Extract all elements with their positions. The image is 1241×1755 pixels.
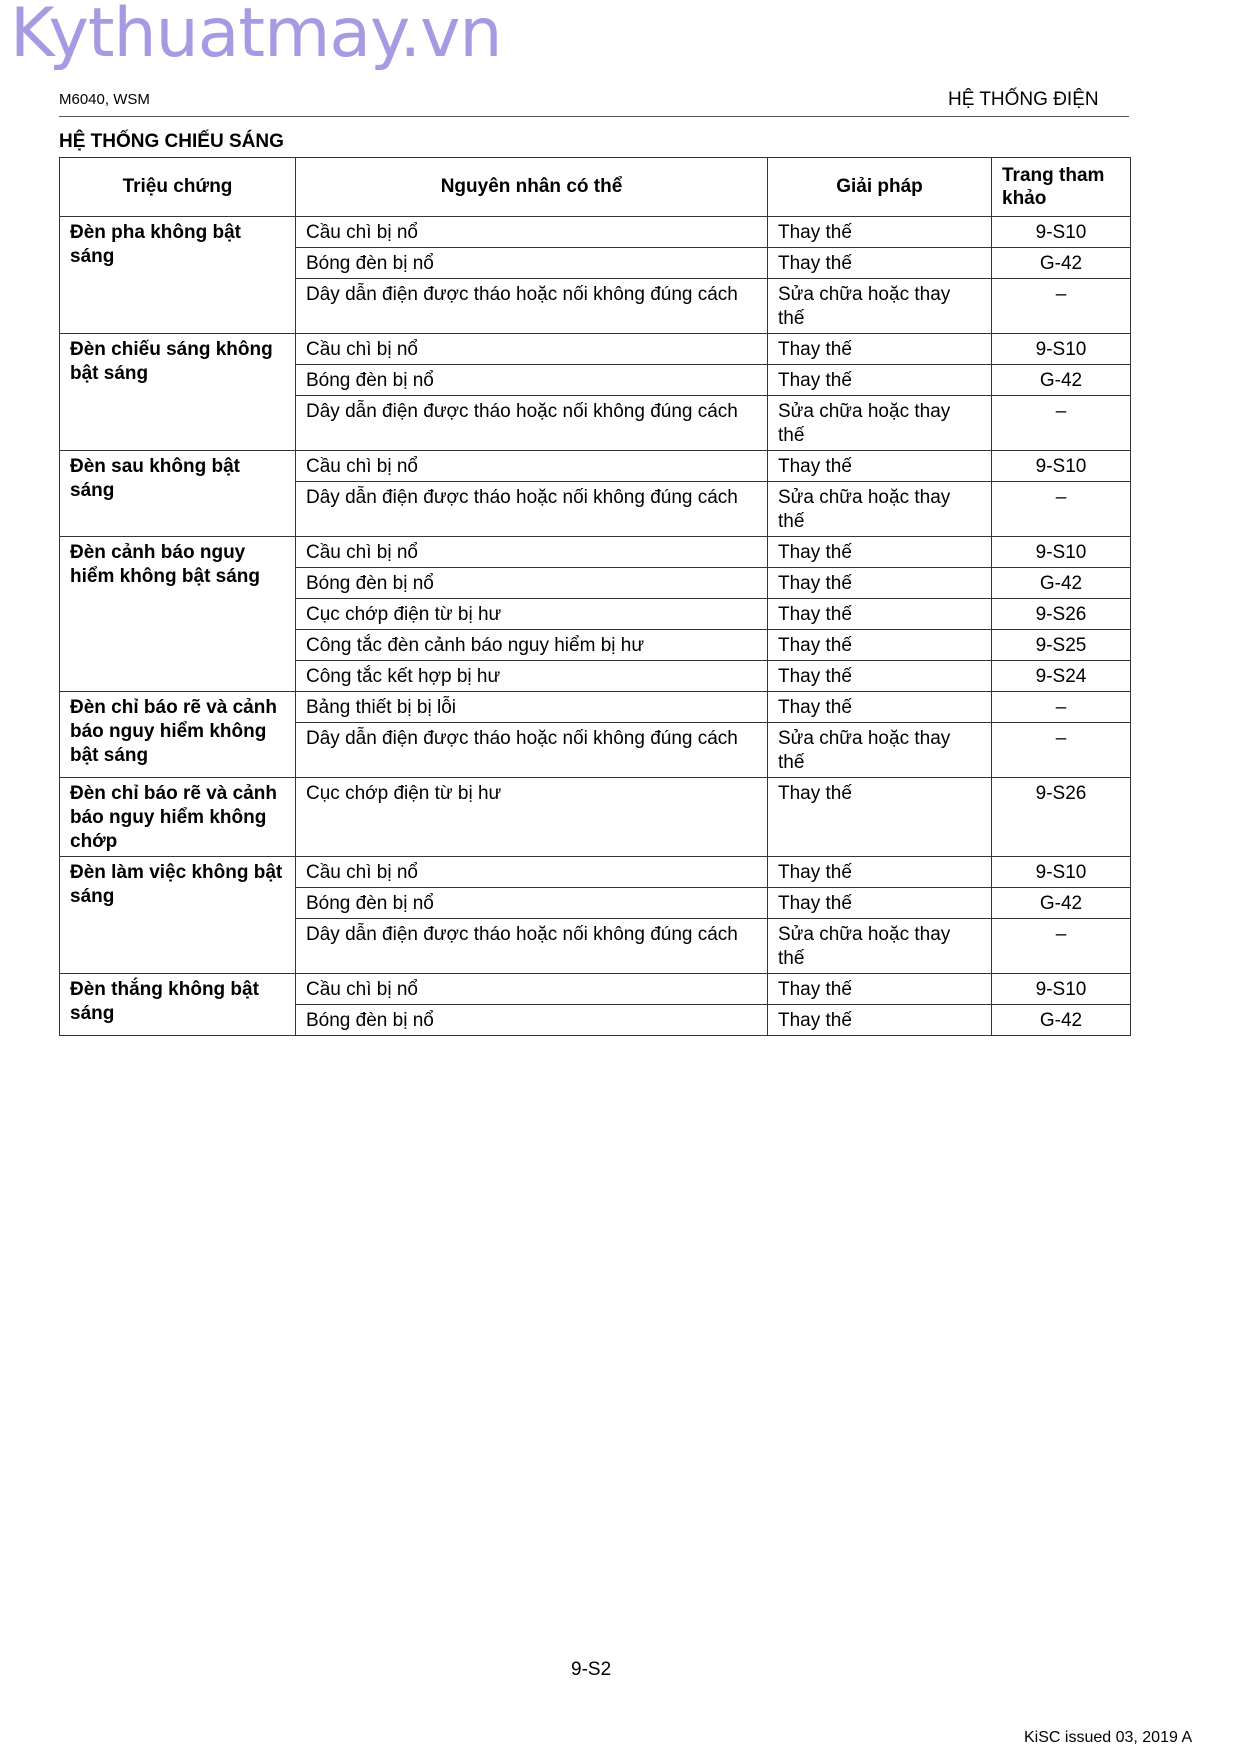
solution-cell: Thay thế	[768, 888, 992, 919]
cause-cell: Công tắc đèn cảnh báo nguy hiểm bị hư	[296, 630, 768, 661]
cause-cell: Bóng đèn bị nổ	[296, 888, 768, 919]
cause-cell: Dây dẫn điện được tháo hoặc nối không đúng cách	[296, 723, 768, 778]
cause-cell: Công tắc kết hợp bị hư	[296, 661, 768, 692]
symptom-cell: Đèn chỉ báo rẽ và cảnh báo nguy hiểm không bật sáng	[60, 692, 296, 778]
table-row	[60, 537, 1131, 568]
reference-cell: G-42	[992, 248, 1131, 279]
table-header-row	[60, 158, 1131, 217]
solution-cell: Sửa chữa hoặc thay thế	[768, 482, 992, 537]
solution-cell: Thay thế	[768, 537, 992, 568]
solution-cell: Thay thế	[768, 334, 992, 365]
solution-cell: Thay thế	[768, 217, 992, 248]
table-row	[60, 778, 1131, 857]
symptom-cell: Đèn sau không bật sáng	[60, 451, 296, 537]
cause-cell: Cục chớp điện từ bị hư	[296, 778, 768, 857]
troubleshooting-table	[59, 157, 1131, 1036]
solution-cell: Thay thế	[768, 857, 992, 888]
cause-cell: Cục chớp điện từ bị hư	[296, 599, 768, 630]
solution-cell: Thay thế	[768, 568, 992, 599]
cause-cell: Cầu chì bị nổ	[296, 217, 768, 248]
header-divider	[59, 116, 1129, 117]
table-row	[60, 692, 1131, 723]
reference-cell: –	[992, 279, 1131, 334]
cause-cell: Bảng thiết bị bị lỗi	[296, 692, 768, 723]
table-row	[60, 974, 1131, 1005]
solution-cell: Sửa chữa hoặc thay thế	[768, 396, 992, 451]
symptom-cell: Đèn cảnh báo nguy hiểm không bật sáng	[60, 537, 296, 692]
reference-cell: 9-S24	[992, 661, 1131, 692]
reference-cell: G-42	[992, 1005, 1131, 1036]
cause-cell: Cầu chì bị nổ	[296, 974, 768, 1005]
reference-cell: 9-S10	[992, 857, 1131, 888]
solution-cell: Thay thế	[768, 661, 992, 692]
solution-cell: Sửa chữa hoặc thay thế	[768, 919, 992, 974]
solution-cell: Thay thế	[768, 365, 992, 396]
table-row	[60, 217, 1131, 248]
watermark-logo: Kythuatmay.vn	[10, 0, 502, 73]
cause-cell: Cầu chì bị nổ	[296, 537, 768, 568]
reference-cell: G-42	[992, 888, 1131, 919]
solution-cell: Thay thế	[768, 1005, 992, 1036]
column-header-reference: Trang tham khảo	[992, 158, 1131, 217]
solution-cell: Thay thế	[768, 630, 992, 661]
solution-cell: Thay thế	[768, 778, 992, 857]
cause-cell: Cầu chì bị nổ	[296, 857, 768, 888]
solution-cell: Sửa chữa hoặc thay thế	[768, 723, 992, 778]
symptom-cell: Đèn làm việc không bật sáng	[60, 857, 296, 974]
reference-cell: 9-S10	[992, 451, 1131, 482]
cause-cell: Cầu chì bị nổ	[296, 334, 768, 365]
solution-cell: Thay thế	[768, 451, 992, 482]
manual-code: M6040, WSM	[59, 91, 150, 108]
symptom-cell: Đèn chiếu sáng không bật sáng	[60, 334, 296, 451]
section-title: HỆ THỐNG CHIẾU SÁNG	[59, 131, 284, 152]
column-header-solution: Giải pháp	[768, 158, 992, 217]
cause-cell: Bóng đèn bị nổ	[296, 248, 768, 279]
column-header-symptom: Triệu chứng	[60, 158, 296, 217]
page-number: 9-S2	[571, 1659, 612, 1680]
cause-cell: Dây dẫn điện được tháo hoặc nối không đúng cách	[296, 482, 768, 537]
cause-cell: Bóng đèn bị nổ	[296, 365, 768, 396]
cause-cell: Dây dẫn điện được tháo hoặc nối không đúng cách	[296, 396, 768, 451]
cause-cell: Dây dẫn điện được tháo hoặc nối không đúng cách	[296, 279, 768, 334]
reference-cell: –	[992, 723, 1131, 778]
symptom-cell: Đèn pha không bật sáng	[60, 217, 296, 334]
solution-cell: Thay thế	[768, 692, 992, 723]
reference-cell: 9-S26	[992, 778, 1131, 857]
reference-cell: –	[992, 692, 1131, 723]
solution-cell: Thay thế	[768, 974, 992, 1005]
reference-cell: –	[992, 482, 1131, 537]
reference-cell: 9-S26	[992, 599, 1131, 630]
cause-cell: Bóng đèn bị nổ	[296, 1005, 768, 1036]
solution-cell: Sửa chữa hoặc thay thế	[768, 279, 992, 334]
cause-cell: Bóng đèn bị nổ	[296, 568, 768, 599]
reference-cell: 9-S25	[992, 630, 1131, 661]
reference-cell: 9-S10	[992, 537, 1131, 568]
reference-cell: –	[992, 919, 1131, 974]
reference-cell: G-42	[992, 365, 1131, 396]
table-row	[60, 451, 1131, 482]
reference-cell: 9-S10	[992, 217, 1131, 248]
reference-cell: 9-S10	[992, 974, 1131, 1005]
cause-cell: Cầu chì bị nổ	[296, 451, 768, 482]
table-row	[60, 334, 1131, 365]
chapter-title: HỆ THỐNG ĐIỆN	[948, 89, 1099, 110]
cause-cell: Dây dẫn điện được tháo hoặc nối không đúng cách	[296, 919, 768, 974]
reference-cell: G-42	[992, 568, 1131, 599]
column-header-cause: Nguyên nhân có thể	[296, 158, 768, 217]
reference-cell: 9-S10	[992, 334, 1131, 365]
table-row	[60, 857, 1131, 888]
solution-cell: Thay thế	[768, 248, 992, 279]
symptom-cell: Đèn thắng không bật sáng	[60, 974, 296, 1036]
solution-cell: Thay thế	[768, 599, 992, 630]
reference-cell: –	[992, 396, 1131, 451]
table-body	[60, 217, 1131, 1036]
issue-footer: KiSC issued 03, 2019 A	[1024, 1729, 1193, 1746]
symptom-cell: Đèn chỉ báo rẽ và cảnh báo nguy hiểm không chớp	[60, 778, 296, 857]
